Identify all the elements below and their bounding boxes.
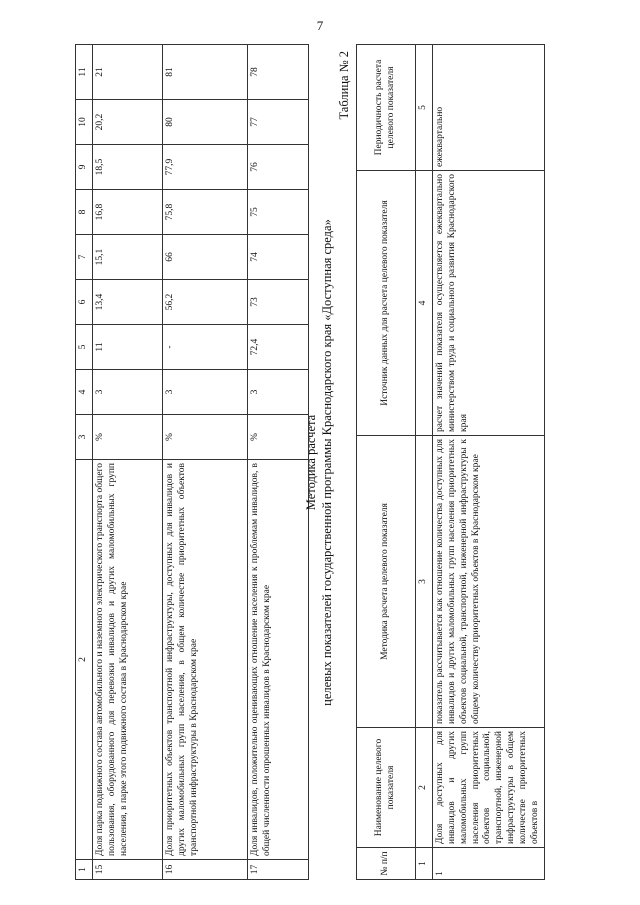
value-cell: 73 [247, 280, 308, 325]
table-row [432, 45, 544, 880]
row-number: 16 [162, 860, 247, 880]
column-number: 5 [76, 325, 93, 370]
column-number: 3 [76, 415, 93, 460]
column-number: 2 [416, 728, 433, 848]
table-row [92, 45, 162, 880]
header-source: Источник данных для расчета целевого показателя [357, 171, 416, 436]
column-number: 3 [416, 436, 433, 728]
value-cell: 16,8 [92, 190, 162, 235]
value-cell: 66 [162, 235, 247, 280]
header-name: Наименование целевого показателя [357, 728, 416, 848]
column-number: 10 [76, 100, 93, 145]
methodology-title-line2: целевых показателей государственной программы Краснодарского края «Доступная среда» [320, 219, 335, 706]
page-number: 7 [316, 18, 324, 33]
column-number: 4 [416, 171, 433, 436]
table-header-row [357, 45, 416, 880]
row-number: 1 [432, 848, 544, 880]
unit-cell: % [247, 415, 308, 460]
calculation-period: ежеквартально [432, 45, 544, 171]
table-row [247, 45, 308, 880]
table-header-row [76, 45, 93, 880]
value-cell: 77,9 [162, 145, 247, 190]
indicator-description: Доля приоритетных объектов транспортной инфраструктуры, доступных для инвалидов и других маломобильных групп населения, в общем количестве приоритетных объектов транспортной инфраструктуры в Краснодарском крае [162, 460, 247, 860]
column-number: 6 [76, 280, 93, 325]
row-number: 15 [92, 860, 162, 880]
value-cell: 72,4 [247, 325, 308, 370]
value-cell: 20,2 [92, 100, 162, 145]
methodology-title [303, 45, 336, 880]
target-values-table [75, 44, 309, 880]
column-number: 1 [416, 848, 433, 880]
value-cell: 56,2 [162, 280, 247, 325]
value-cell: 15,1 [92, 235, 162, 280]
value-cell: 77 [247, 100, 308, 145]
table-label: Таблица № 2 [337, 51, 351, 120]
column-number: 8 [76, 190, 93, 235]
header-period: Периодичность расчета целевого показателя [357, 45, 416, 171]
column-number: 4 [76, 370, 93, 415]
header-method: Методика расчета целевого показателя [357, 436, 416, 728]
column-number: 7 [76, 235, 93, 280]
value-cell: 76 [247, 145, 308, 190]
value-cell: - [162, 325, 247, 370]
row-number: 17 [247, 860, 308, 880]
value-cell: 81 [162, 45, 247, 100]
rotated-page-content [75, 45, 540, 880]
column-number: 11 [76, 45, 93, 100]
methodology-title-line1: Методика расчета [304, 414, 318, 511]
value-cell: 74 [247, 235, 308, 280]
unit-cell: % [92, 415, 162, 460]
column-number: 1 [76, 860, 93, 880]
value-cell: 75 [247, 190, 308, 235]
status-cell: 3 [92, 370, 162, 415]
status-cell: 3 [162, 370, 247, 415]
value-cell: 18,5 [92, 145, 162, 190]
table-row [162, 45, 247, 880]
value-cell: 80 [162, 100, 247, 145]
column-number: 2 [76, 460, 93, 860]
column-number: 9 [76, 145, 93, 190]
column-numbers-row [416, 45, 433, 880]
value-cell: 78 [247, 45, 308, 100]
value-cell: 75,8 [162, 190, 247, 235]
indicator-name: Доля доступных для инвалидов и других маломобильных групп населения приоритетных объектов социальной, транспортной, инженерной инфраструктуры в общем количестве приоритетных объектов в [432, 728, 544, 848]
methodology-table [356, 44, 545, 880]
value-cell: 13,4 [92, 280, 162, 325]
calculation-method: показатель рассчитывается как отношение количества доступных для инвалидов и других маломобильных групп населения приоритетных объектов социальной, транспортной, инженерной инфраструктуры к общему количеству приоритетных объектов в Краснодарском крае [432, 436, 544, 728]
unit-cell: % [162, 415, 247, 460]
indicator-description: Доля инвалидов, положительно оценивающих отношение населения к проблемам инвалидов, в общей численности опрошенных инвалидов в Краснодарском крае [247, 460, 308, 860]
header-number: № п/п [357, 848, 416, 880]
column-number: 5 [416, 45, 433, 171]
value-cell: 11 [92, 325, 162, 370]
indicator-description: Доля парка подвижного состава автомобильного и наземного электрического транспорта общего пользования, оборудованного для перевозки инвалидов и других маломобильных групп населения, в парке этого подвижного состава в Краснодарском крае [92, 460, 162, 860]
data-source: расчет значений показателя осуществляется ежеквартально министерством труда и социального развития Краснодарского края [432, 171, 544, 436]
value-cell: 21 [92, 45, 162, 100]
status-cell: 3 [247, 370, 308, 415]
